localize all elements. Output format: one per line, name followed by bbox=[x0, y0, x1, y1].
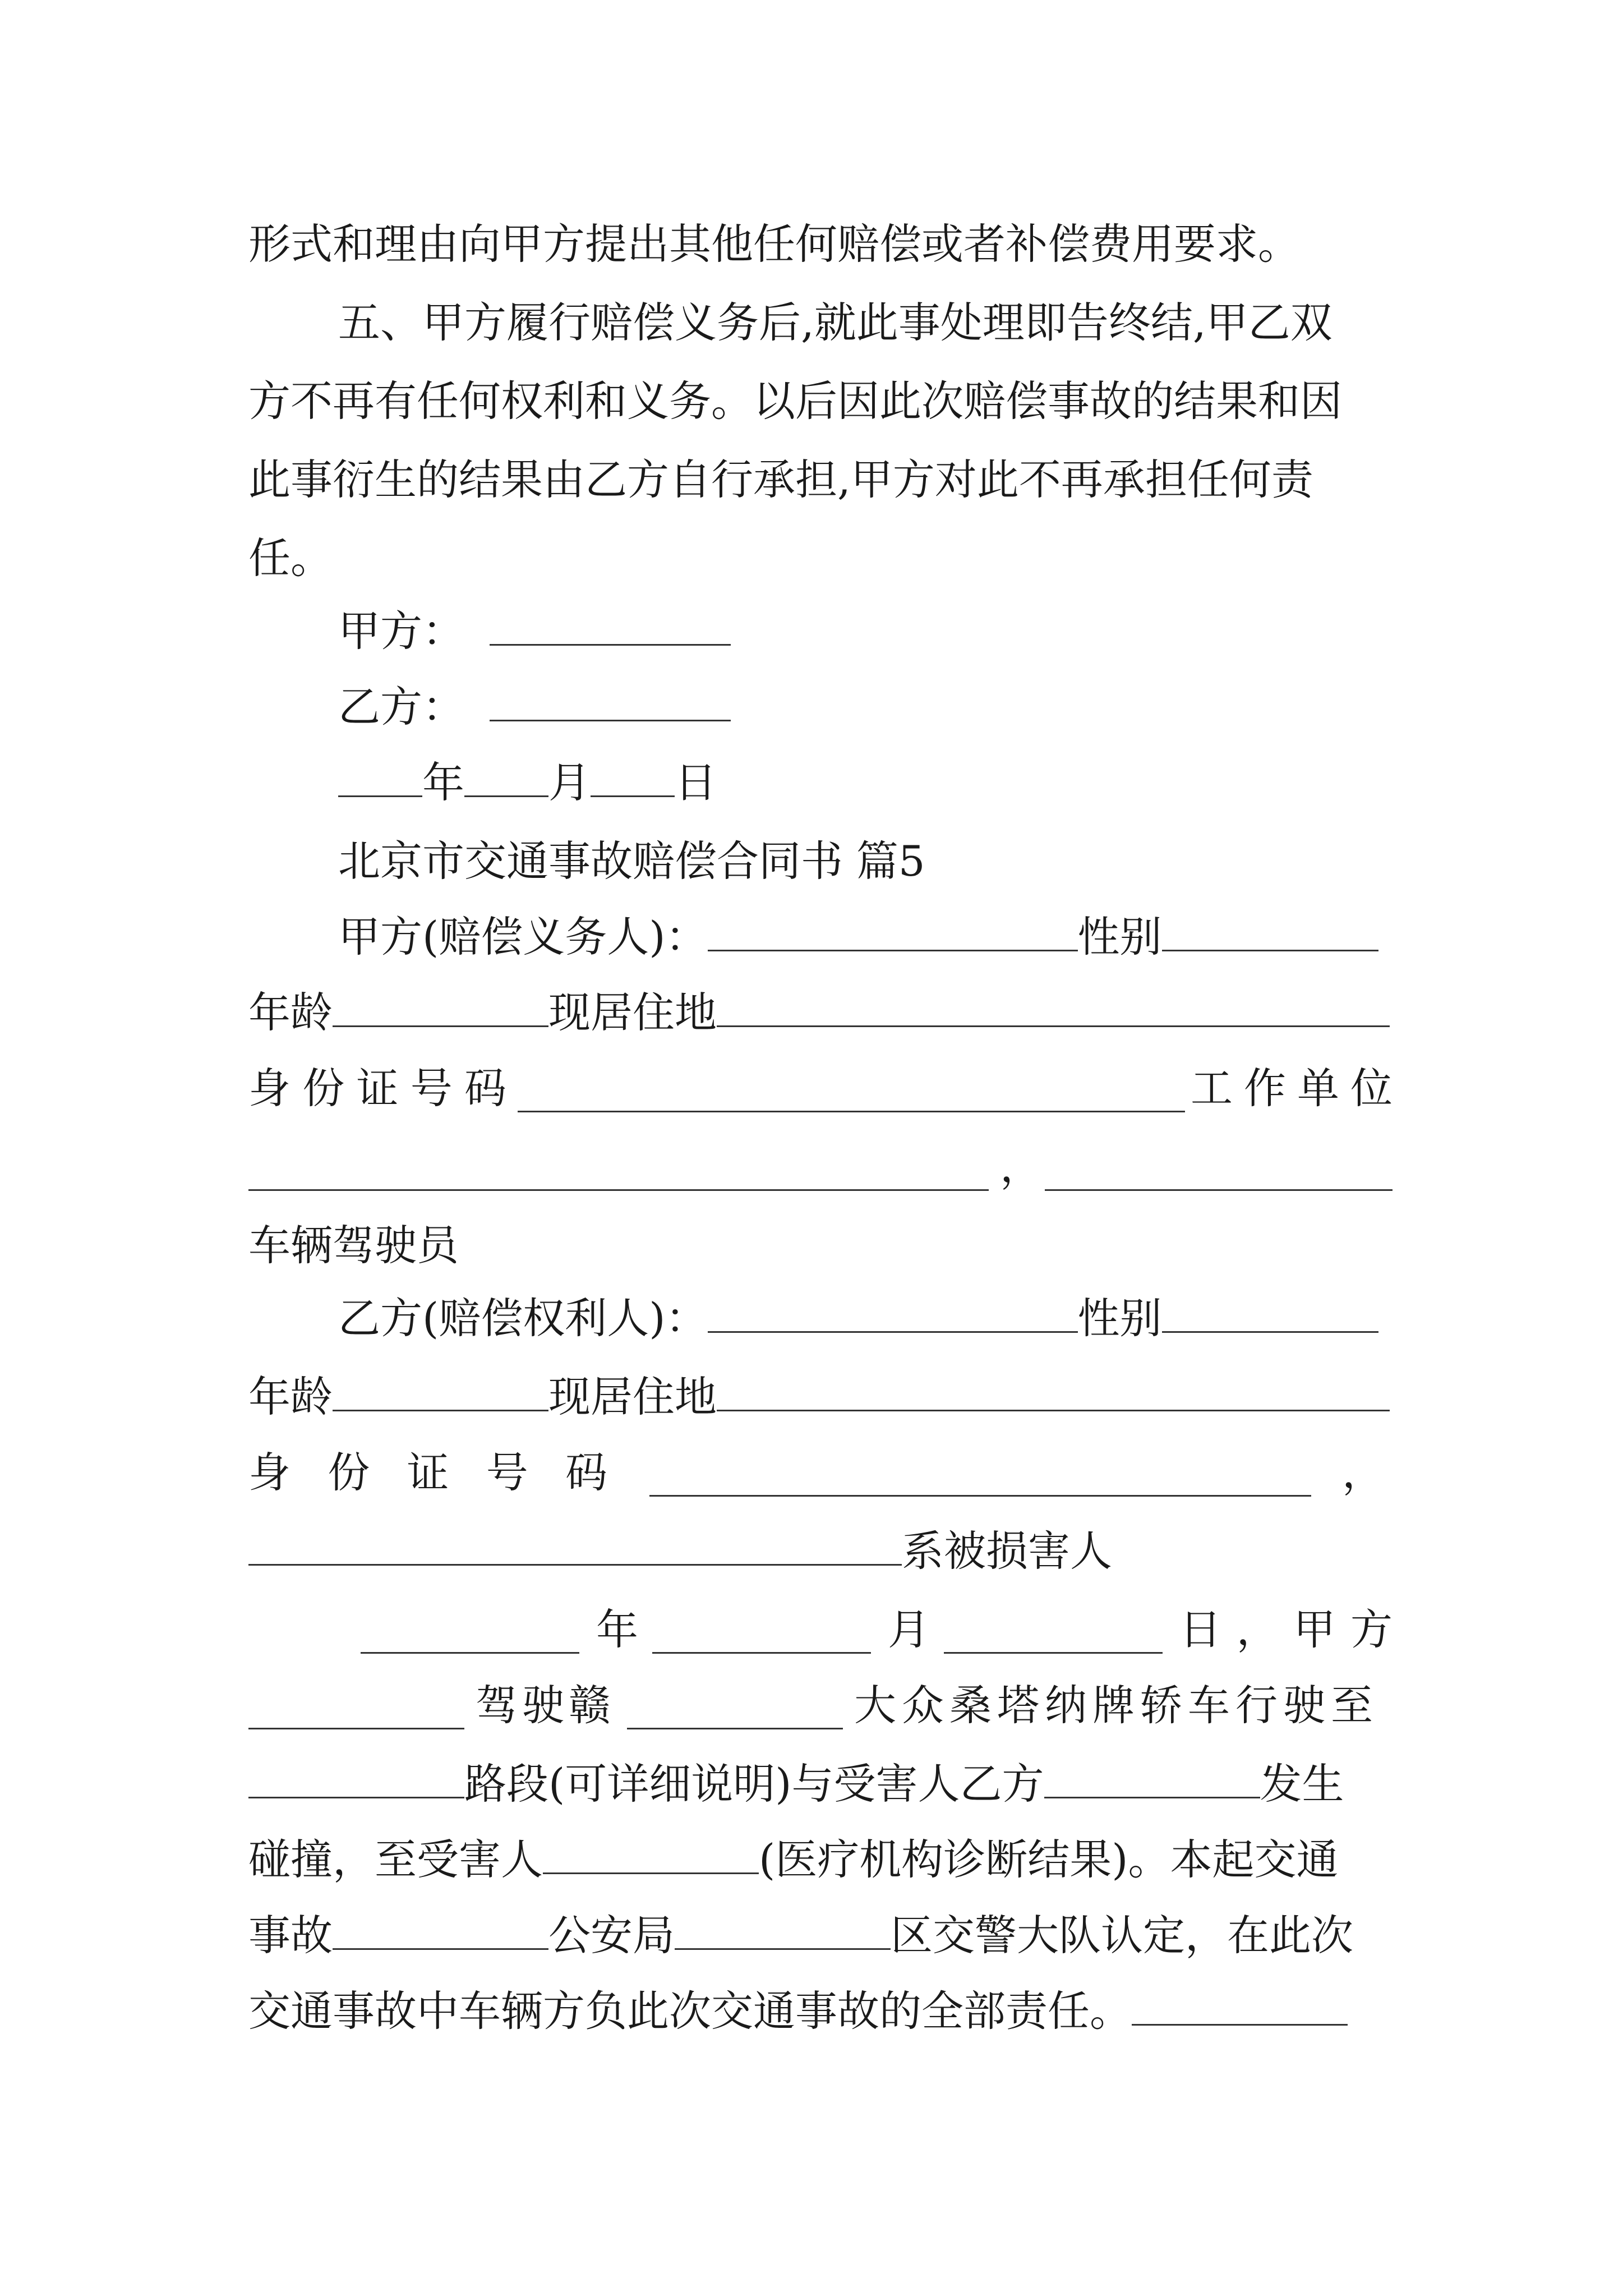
accident-responsibility-line: 交通事故中车辆方负此次交通事故的全部责任。 bbox=[248, 1977, 1393, 2045]
party-a-label: 甲方(赔偿义务人)： bbox=[338, 912, 708, 961]
road-blank[interactable] bbox=[248, 1752, 464, 1798]
signature-blank[interactable] bbox=[490, 675, 731, 721]
party-a-age-line bbox=[248, 979, 1393, 1046]
paragraph-5-line-2: 方不再有任何权利和义务。以后因此次赔偿事故的结果和因 bbox=[248, 376, 1343, 426]
gender-blank[interactable] bbox=[1162, 1286, 1378, 1333]
driver-blank[interactable] bbox=[248, 1683, 464, 1729]
injury-blank[interactable] bbox=[543, 1828, 759, 1874]
vehicle-blank[interactable] bbox=[1045, 1144, 1393, 1191]
age-blank[interactable] bbox=[333, 981, 548, 1027]
section-title: 北京市交通事故赔偿合同书 篇5 bbox=[338, 836, 925, 886]
day-blank[interactable] bbox=[591, 751, 675, 797]
paragraph-5-line-4: 任。 bbox=[248, 533, 333, 583]
residence-label: 现居住地 bbox=[548, 988, 717, 1037]
signature-label: 乙方： bbox=[338, 682, 465, 731]
signature-party-a bbox=[338, 597, 1393, 665]
signature-party-b bbox=[338, 673, 1393, 740]
residence-label: 现居住地 bbox=[548, 1372, 717, 1421]
role-label: 系被损害人 bbox=[902, 1526, 1113, 1576]
paragraph-5-line-1: 五、甲方履行赔偿义务后,就此事处理即告终结,甲乙双 bbox=[338, 298, 1332, 347]
paragraph-4-end bbox=[248, 210, 1393, 278]
role-label: 车辆驾驶员 bbox=[248, 1221, 459, 1270]
party-b-line bbox=[338, 1285, 1393, 1352]
signature-label: 甲方： bbox=[338, 606, 465, 656]
party-a-work-line: ， bbox=[248, 1133, 1393, 1200]
city-blank[interactable] bbox=[333, 1903, 548, 1950]
month-blank[interactable] bbox=[464, 751, 548, 797]
age-label: 年龄 bbox=[248, 988, 333, 1037]
work-unit-blank[interactable] bbox=[248, 1144, 989, 1191]
month-label: 月 bbox=[548, 758, 591, 807]
district-blank[interactable] bbox=[675, 1903, 891, 1950]
party-b-id-line: 身 份 证 号 码 ， bbox=[248, 1448, 1385, 1497]
signature-blank[interactable] bbox=[490, 599, 731, 646]
residence-blank[interactable] bbox=[717, 1365, 1390, 1411]
plate-blank[interactable] bbox=[627, 1683, 843, 1729]
signature-date bbox=[338, 749, 1393, 816]
accident-year-blank[interactable] bbox=[361, 1607, 579, 1654]
trailing-blank[interactable] bbox=[1132, 1979, 1348, 2026]
gender-label: 性别 bbox=[1077, 1294, 1162, 1343]
party-b-blank[interactable] bbox=[1044, 1752, 1260, 1798]
party-b-label: 乙方(赔偿权利人)： bbox=[338, 1294, 708, 1343]
paragraph-5-line-3: 此事衍生的结果由乙方自行承担,甲方对此不再承担任何责 bbox=[248, 455, 1313, 504]
accident-vehicle-line: 驾驶赣 大众桑塔纳牌轿车行驶至 bbox=[248, 1672, 1393, 1739]
party-a-id-line: 身 份 证 号 码 工 作 单 位 bbox=[248, 1064, 1393, 1113]
gender-blank[interactable] bbox=[1162, 905, 1378, 951]
party-a-role-line bbox=[248, 1212, 1393, 1279]
accident-month-blank[interactable] bbox=[652, 1607, 871, 1654]
accident-date-line: 年 月 日 ， 甲 方 bbox=[248, 1596, 1393, 1663]
id-number-blank[interactable] bbox=[518, 1066, 1185, 1112]
gender-label: 性别 bbox=[1077, 912, 1162, 961]
party-b-age-line bbox=[248, 1363, 1393, 1430]
id-number-blank[interactable] bbox=[649, 1450, 1311, 1497]
residence-blank[interactable] bbox=[717, 981, 1390, 1027]
year-label: 年 bbox=[422, 758, 465, 807]
accident-police-line: 事故 公安局 区交警大队认定，在此次 bbox=[248, 1902, 1393, 1969]
party-b-name-blank[interactable] bbox=[708, 1286, 1078, 1333]
accident-road-line: 路段(可详细说明)与受害人乙方 发生 bbox=[248, 1750, 1393, 1818]
year-blank[interactable] bbox=[338, 751, 422, 797]
party-a-name-blank[interactable] bbox=[708, 905, 1078, 951]
age-label: 年龄 bbox=[248, 1372, 333, 1421]
accident-day-blank[interactable] bbox=[944, 1607, 1163, 1654]
day-label: 日 bbox=[675, 758, 717, 807]
party-a-line bbox=[338, 903, 1393, 970]
age-blank[interactable] bbox=[333, 1365, 548, 1411]
victim-blank[interactable] bbox=[248, 1519, 902, 1566]
accident-injury-line: 碰撞，至受害人 (医疗机构诊断结果)。本起交通 bbox=[248, 1826, 1393, 1893]
text-line: 形式和理由向甲方提出其他任何赔偿或者补偿费用要求。 bbox=[248, 219, 1301, 269]
party-b-role-line bbox=[248, 1517, 1393, 1585]
